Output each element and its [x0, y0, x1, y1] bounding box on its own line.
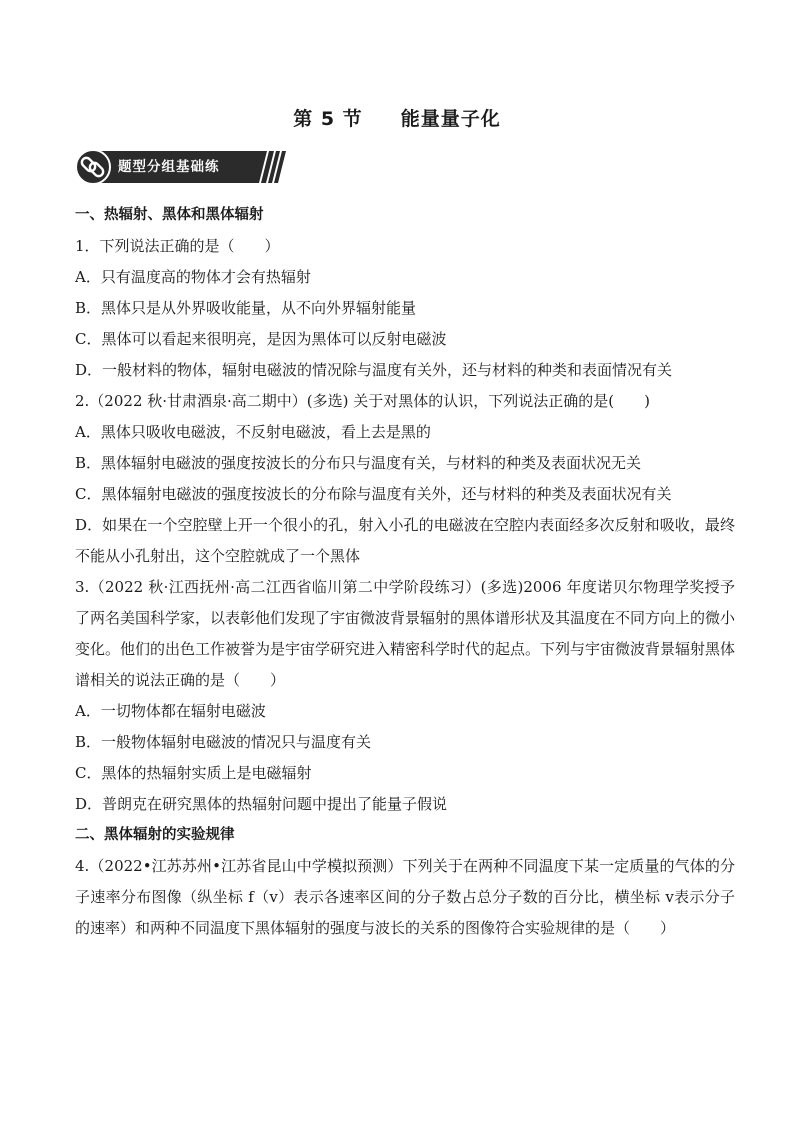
question-content — [75, 200, 735, 944]
answer-option: B．一般物体辐射电磁波的情况只与温度有关 — [75, 733, 372, 751]
answer-option: A．黑体只吸收电磁波，不反射电磁波，看上去是黑的 — [75, 423, 431, 441]
answer-option: C．黑体的热辐射实质上是电磁辐射 — [75, 764, 312, 782]
question-stem: 4.（2022•江苏苏州•江苏省昆山中学模拟预测）下列关于在两种不同温度下某一定质量的气体的分子速率分布图像（纵坐标 f（v）表示各速率区间的分子数占总分子数的百分比，横坐标 v表示分子的速率）和两种不同温度下黑体辐射的强度与波长的关系的图像符合实验规律的是（ ） — [75, 857, 735, 937]
answer-option: A．只有温度高的物体才会有热辐射 — [75, 268, 311, 286]
answer-option: D．普朗克在研究黑体的热辐射问题中提出了能量子假说 — [75, 795, 448, 813]
question-stem: 3.（2022 秋·江西抚州·高二江西省临川第二中学阶段练习）(多选)2006 年度诺贝尔物理学奖授予了两名美国科学家，以表彰他们发现了宇宙微波背景辐射的黑体谱形状及其温度在不同方向上的微小变化。他们的出色工作被誉为是宇宙学研究进入精密科学时代的起点。下列与宇宙微波背景辐射黑体谱相关的说法正确的是（ ） — [75, 578, 736, 689]
answer-option: D．如果在一个空腔壁上开一个很小的孔，射入小孔的电磁波在空腔内表面经多次反射和吸收，最终不能从小孔射出，这个空腔就成了一个黑体 — [75, 516, 735, 565]
question-stem: 2.（2022 秋·甘肃酒泉·高二期中）(多选) 关于对黑体的认识，下列说法正确的是( ) — [75, 392, 650, 410]
section-banner — [74, 148, 286, 186]
banner-label: 题型分组基础练 — [118, 159, 220, 175]
section-heading: 二、黑体辐射的实验规律 — [75, 827, 235, 843]
answer-option: D．一般材料的物体，辐射电磁波的情况除与温度有关外，还与材料的种类和表面情况有关 — [75, 361, 673, 379]
answer-option: B．黑体只是从外界吸收能量，从不向外界辐射能量 — [75, 299, 417, 317]
answer-option: C．黑体辐射电磁波的强度按波长的分布除与温度有关外，还与材料的种类及表面状况有关 — [75, 485, 672, 503]
answer-option: B．黑体辐射电磁波的强度按波长的分布只与温度有关，与材料的种类及表面状况无关 — [75, 454, 642, 472]
page-title: 第 5 节 能量量子化 — [293, 108, 501, 130]
answer-option: A．一切物体都在辐射电磁波 — [75, 702, 266, 720]
section-heading: 一、热辐射、黑体和黑体辐射 — [75, 207, 264, 223]
question-stem: 1．下列说法正确的是（ ） — [75, 237, 280, 255]
answer-option: C．黑体可以看起来很明亮，是因为黑体可以反射电磁波 — [75, 330, 447, 348]
